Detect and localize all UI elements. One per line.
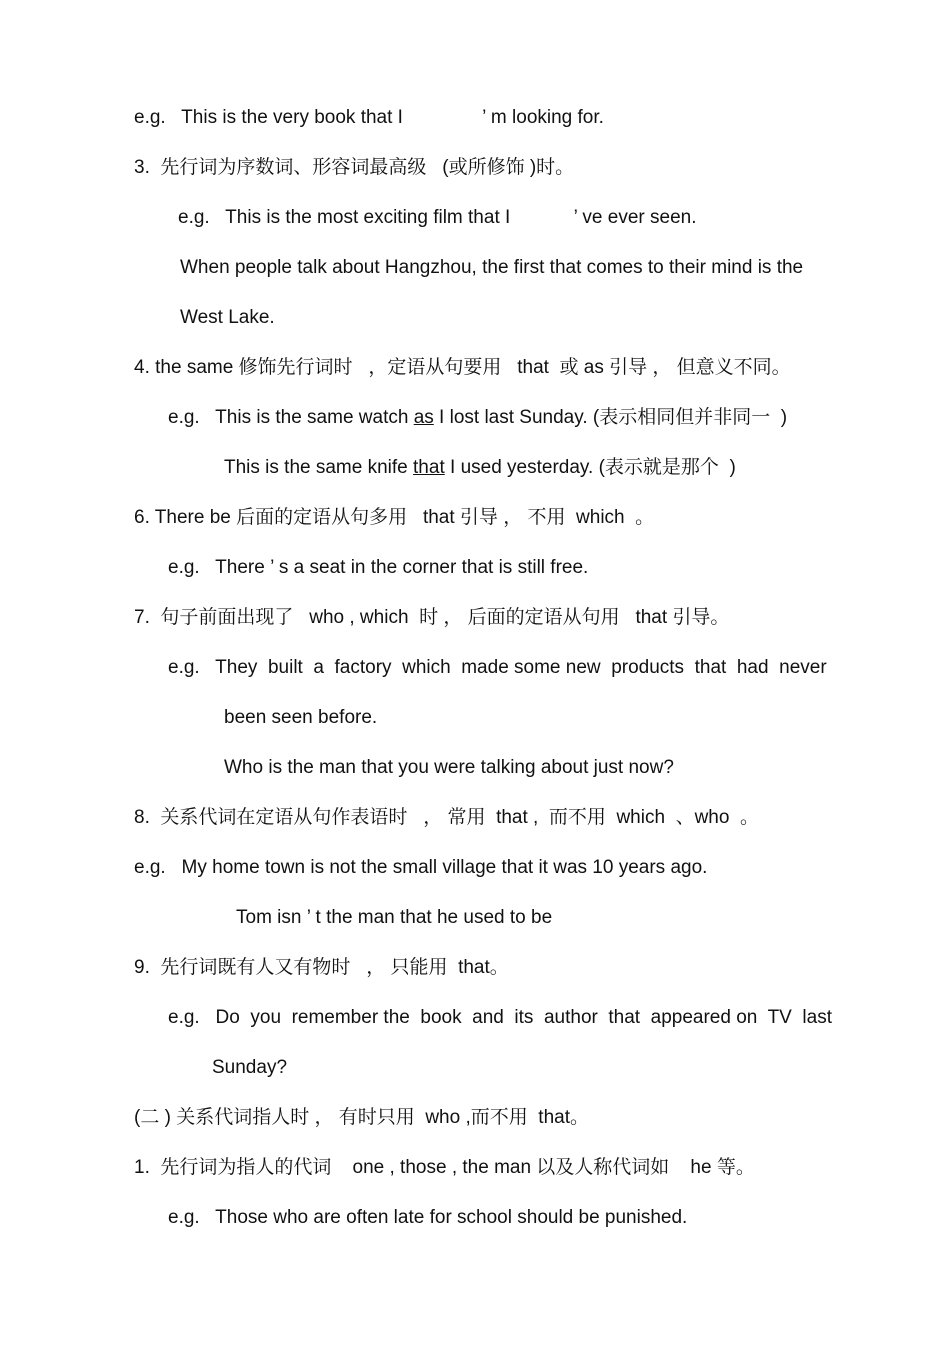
underlined-word: as (413, 407, 434, 428)
section-heading: 1. 先行词为指人的代词 one , those , the man 以及人称代词如 he 等。 (134, 1157, 755, 1178)
section-heading: 3. 先行词为序数词、形容词最高级 (或所修饰 )时。 (134, 157, 575, 178)
text-line: e.g. Those who are often late for school should be punished. (168, 1207, 688, 1228)
text-line (168, 406, 787, 430)
text-segment: e.g. This is the same watch (168, 407, 414, 428)
text-segment: I used yesterday. (表示就是那个 ) (444, 457, 736, 478)
underlined-word: that (413, 457, 445, 478)
section-heading: 4. the same 修饰先行词时 ，定语从句要用 that 或 as 引导 ， 但意义不同。 (134, 357, 791, 378)
text-line: e.g. This is the very book that I ’ m looking for. (134, 107, 604, 128)
text-line: e.g. There ’ s a seat in the corner that is still free. (168, 557, 589, 578)
text-line: Tom isn ’ t the man that he used to be (236, 907, 553, 928)
text-line: e.g. This is the most exciting film that I ’ ve ever seen. (178, 207, 697, 228)
text-line: Who is the man that you were talking about just now? (224, 757, 674, 778)
text-line: e.g. My home town is not the small village that it was 10 years ago. (134, 857, 708, 878)
text-line: Sunday? (212, 1057, 288, 1078)
text-segment: I lost last Sunday. (表示相同但并非同一 ) (433, 407, 788, 428)
text-line: West Lake. (180, 307, 275, 328)
section-heading: (二 ) 关系代词指人时 ， 有时只用 who ,而不用 that。 (134, 1107, 589, 1128)
section-heading: 9. 先行词既有人又有物时 ， 只能用 that。 (134, 957, 509, 978)
section-heading: 8. 关系代词在定语从句作表语时 ， 常用 that , 而不用 which 、who 。 (134, 807, 759, 828)
section-heading: 7. 句子前面出现了 who , which 时 ， 后面的定语从句用 that 引导。 (134, 607, 730, 628)
text-segment: This is the same knife (224, 457, 414, 478)
text-line: e.g. They built a factory which made some new products that had never (168, 657, 827, 678)
section-heading: 6. There be 后面的定语从句多用 that 引导 ， 不用 which 。 (134, 507, 655, 528)
text-line: been seen before. (224, 707, 378, 728)
text-line: e.g. Do you remember the book and its author that appeared on TV last (168, 1007, 832, 1028)
text-line (224, 456, 736, 480)
text-line: When people talk about Hangzhou, the first that comes to their mind is the (180, 257, 804, 278)
